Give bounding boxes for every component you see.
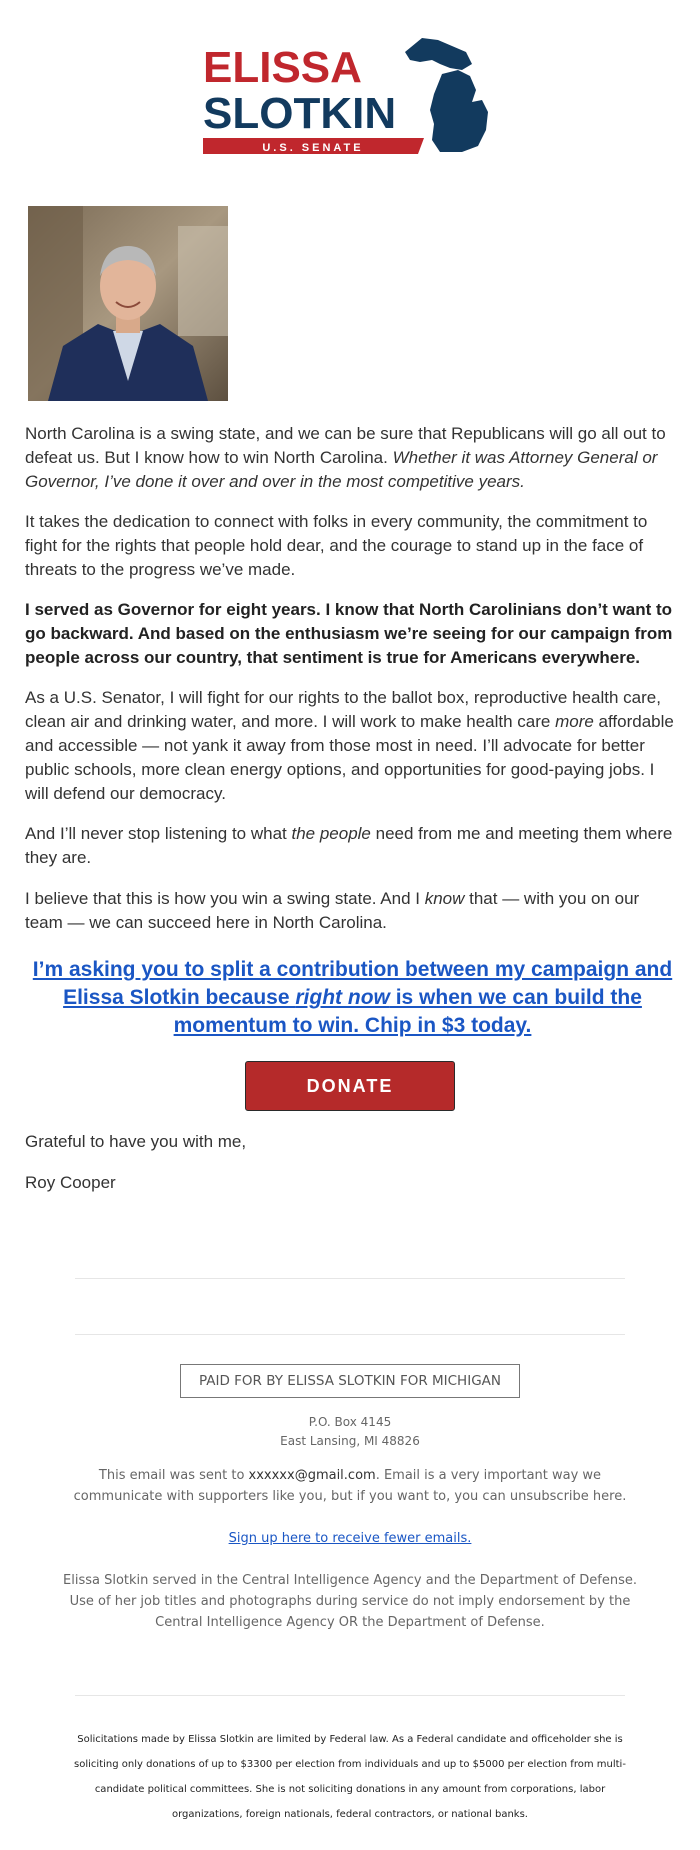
signer-photo (28, 206, 228, 401)
letter-paragraph-2: It takes the dedication to connect with folks in every community, the commitment to fight for the rights that people hold dear, and the courage to stand up in the face of threats to the progress we’ve made. (25, 512, 648, 579)
letter-paragraph-5: And I’ll never stop listening to what the people need from me and meeting them where they are. (25, 824, 673, 867)
campaign-logo (200, 30, 500, 160)
recipient-email: xxxxxx@gmail.com (248, 1468, 376, 1483)
legal-disclaimer: Solicitations made by Elissa Slotkin are limited by Federal law. As a Federal candidate and officeholder she is soliciting only donations of up to $3300 per election from individuals and up to $5000 per election from multi-candidate political committees. She is not soliciting donations in any amount from corporations, labor organizations, foreign nationals, federal contractors, or national banks. (74, 1734, 626, 1820)
letter-paragraph-6: I believe that this is how you win a swing state. And I know that — with you on our team — we can succeed here in North Carolina. (25, 889, 640, 932)
contribution-ask-link[interactable]: I’m asking you to split a contribution between my campaign and Elissa Slotkin because right now is when we can build the momentum to win. Chip in $3 today. (32, 958, 673, 1037)
logo-line2: SLOTKIN (203, 89, 397, 138)
closing-line: Grateful to have you with me, (25, 1132, 247, 1151)
letter-paragraph-4: As a U.S. Senator, I will fight for our rights to the ballot box, reproductive health care, clean air and drinking water, and more. I will work to make health care more affordable and accessible — not yank it away from those most in need. I’ll advocate for better public schools, more clean energy options, and opportunities for good-paying jobs. I will defend our democracy. (25, 688, 674, 803)
logo-line1: ELISSA (203, 43, 362, 92)
letter-paragraph-3: I served as Governor for eight years. I know that North Carolinians don’t want to go backward. And based on the enthusiasm we’re seeing for our campaign from people across our country, that sentiment is true for Americans everywhere. (25, 600, 673, 667)
paid-for-box: PAID FOR BY ELISSA SLOTKIN FOR MICHIGAN (180, 1364, 520, 1398)
footer-divider (75, 1695, 625, 1696)
fewer-emails-link[interactable]: Sign up here to receive fewer emails. (228, 1531, 472, 1546)
mailing-address: P.O. Box 4145 East Lansing, MI 48826 (280, 1415, 420, 1448)
email-notice: This email was sent to xxxxxx@gmail.com. Email is a very important way we communicate with supporters like you, but if you want to, you can unsubscribe here. (73, 1468, 627, 1504)
footer-divider (75, 1278, 625, 1279)
letter-paragraph-1: North Carolina is a swing state, and we can be sure that Republicans will go all out to defeat us. But I know how to win North Carolina. Whether it was Attorney General or Governor, I’ve done it over and over in the most competitive years. (25, 424, 666, 491)
michigan-map-icon (405, 38, 488, 152)
donate-button[interactable]: DONATE (245, 1061, 455, 1111)
signature: Roy Cooper (25, 1173, 116, 1192)
footer-divider (75, 1334, 625, 1335)
service-disclaimer: Elissa Slotkin served in the Central Intelligence Agency and the Department of Defense. Use of her job titles and photographs during service do not imply endorsement by the Central Intelligence Agency OR the Department of Defense. (63, 1573, 637, 1630)
logo-tagline: U.S. SENATE (262, 142, 364, 154)
